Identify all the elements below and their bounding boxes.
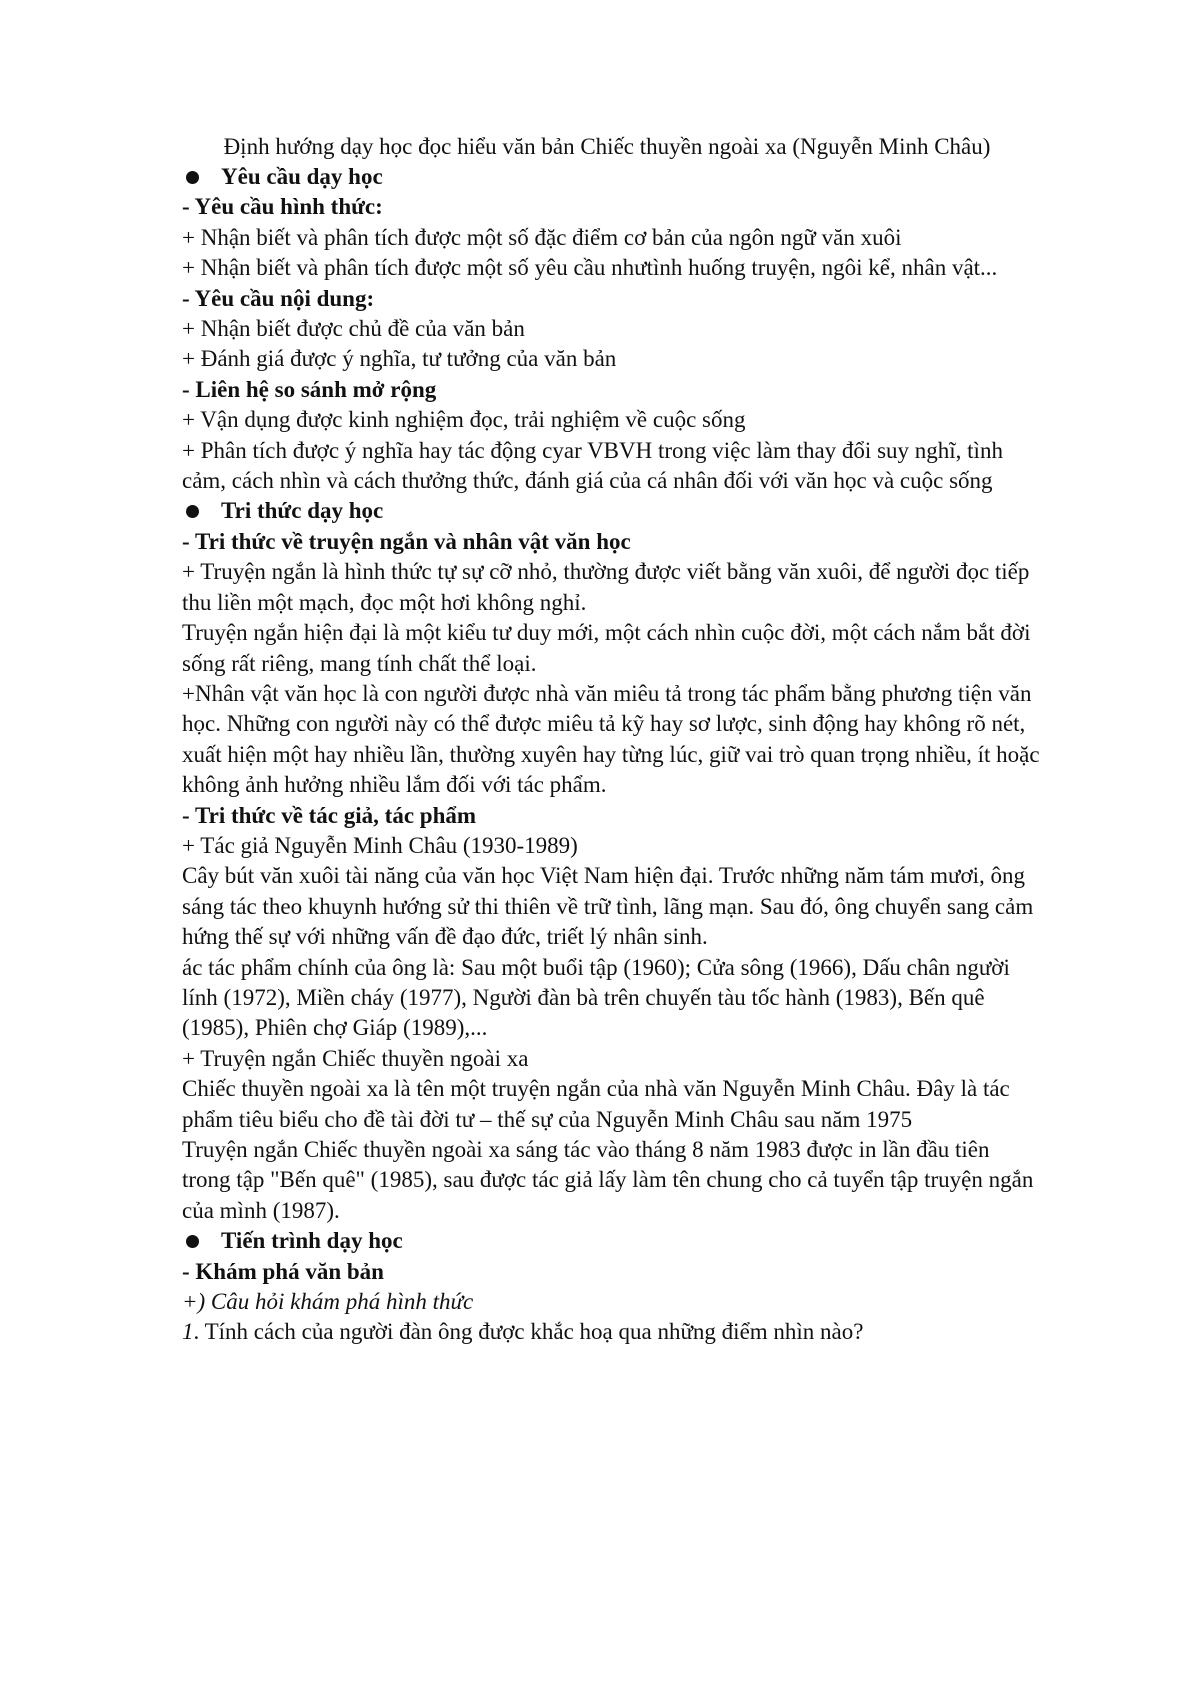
subheading-author-work: - Tri thức về tác giả, tác phẩm	[182, 802, 477, 828]
paragraph: + Nhận biết và phân tích được một số yêu cầu nhưtình huống truyện, ngôi kể, nhân vật...	[182, 255, 998, 281]
paragraph: + Truyện ngắn Chiếc thuyền ngoài xa	[182, 1045, 529, 1071]
document-page	[182, 132, 1042, 1348]
paragraph: + Đánh giá được ý nghĩa, tư tưởng của văn bản	[182, 346, 617, 372]
paragraph: + Nhận biết được chủ đề của văn bản	[182, 316, 525, 342]
bullet-dot-icon	[186, 505, 199, 518]
section-heading-text: Tiến trình dạy học	[221, 1228, 403, 1254]
paragraph: +Nhân vật văn học là con người được nhà văn miêu tả trong tác phẩm bằng phương tiện văn học. Những con người này có thể được miêu tả kỹ hay sơ lược, sinh động hay không rõ nét, xuất hiện một hay nhiều lần, thường xuyên hay từng lúc, giữ vai trò quan trọng nhiều, ít hoặc không ảnh hưởng nhiều lắm đối với tác phẩm.	[182, 680, 1040, 798]
subheading-content-requirements: - Yêu cầu nội dung:	[182, 285, 375, 311]
document-title: Định hướng dạy học đọc hiểu văn bản Chiếc thuyền ngoài xa (Nguyễn Minh Châu)	[223, 134, 991, 159]
paragraph-italic: +) Câu hỏi khám phá hình thức	[182, 1289, 474, 1315]
question-text: . Tính cách của người đàn ông được khắc hoạ qua những điểm nhìn nào?	[193, 1319, 864, 1345]
bullet-dot-icon	[186, 171, 199, 184]
paragraph: Cây bút văn xuôi tài năng của văn học Việt Nam hiện đại. Trước những năm tám mươi, ông sáng tác theo khuynh hướng sử thi thiên về trữ tình, lãng mạn. Sau đó, ông chuyển sang cảm hứng thế sự với những vấn đề đạo đức, triết lý nhân sinh.	[182, 863, 1034, 950]
paragraph: + Tác giả Nguyễn Minh Châu (1930-1989)	[182, 832, 578, 858]
subheading-comparison: - Liên hệ so sánh mở rộng	[182, 376, 437, 402]
question-number: 1	[182, 1319, 194, 1345]
subheading-short-story-knowledge: - Tri thức về truyện ngắn và nhân vật văn học	[182, 528, 631, 554]
paragraph: Truyện ngắn hiện đại là một kiểu tư duy mới, một cách nhìn cuộc đời, một cách nắm bắt đời sống rất riêng, mang tính chất thể loại.	[182, 620, 1031, 676]
paragraph: + Phân tích được ý nghĩa hay tác động cyar VBVH trong việc làm thay đổi suy nghĩ, tình cảm, cách nhìn và cách thưởng thức, đánh giá của cá nhân đối với văn học và cuộc sống	[182, 437, 1003, 494]
paragraph: + Vận dụng được kinh nghiệm đọc, trải nghiệm về cuộc sống	[182, 407, 746, 433]
section-heading-requirements	[182, 162, 1042, 192]
paragraph: + Truyện ngắn là hình thức tự sự cỡ nhỏ, thường được viết bằng văn xuôi, để người đọc tiếp thu liền một mạch, đọc một hơi không nghỉ.	[182, 559, 1030, 615]
paragraph: + Nhận biết và phân tích được một số đặc điểm cơ bản của ngôn ngữ văn xuôi	[182, 224, 902, 250]
question-item	[182, 1317, 1042, 1347]
section-heading-text: Tri thức dạy học	[221, 498, 384, 524]
paragraph: Truyện ngắn Chiếc thuyền ngoài xa sáng tác vào tháng 8 năm 1983 được in lần đầu tiên trong tập "Bến quê" (1985), sau được tác giả lấy làm tên chung cho cả tuyển tập truyện ngắn của mình (1987).	[182, 1137, 1034, 1223]
subheading-explore-text: - Khám phá văn bản	[182, 1258, 384, 1284]
paragraph: ác tác phẩm chính của ông là: Sau một buổi tập (1960); Cửa sông (1966), Dấu chân người lính (1972), Miền cháy (1977), Người đàn bà trên chuyến tàu tốc hành (1983), Bến quê (1985), Phiên chợ Giáp (1989),...	[182, 954, 1010, 1041]
section-heading-process	[182, 1226, 1042, 1256]
bullet-dot-icon	[186, 1235, 199, 1248]
section-heading-knowledge	[182, 496, 1042, 526]
paragraph: Chiếc thuyền ngoài xa là tên một truyện ngắn của nhà văn Nguyễn Minh Châu. Đây là tác phẩm tiêu biểu cho đề tài đời tư – thế sự của Nguyễn Minh Châu sau năm 1975	[182, 1076, 1010, 1132]
subheading-form-requirements: - Yêu cầu hình thức:	[182, 194, 383, 220]
section-heading-text: Yêu cầu dạy học	[221, 164, 383, 189]
